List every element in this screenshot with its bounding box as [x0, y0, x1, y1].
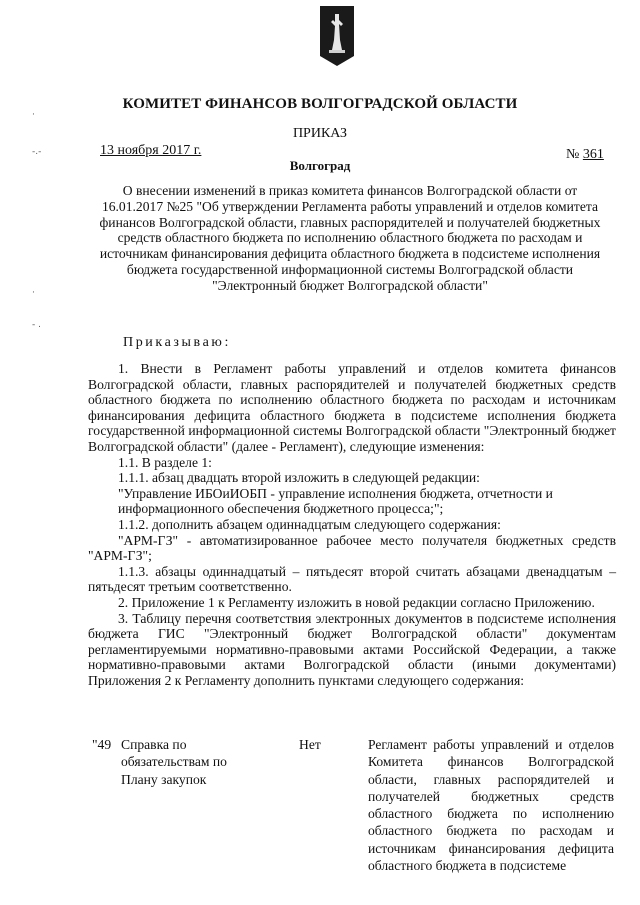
paragraph-2: 2. Приложение 1 к Регламенту изложить в новой редакции согласно Приложению. [118, 594, 595, 610]
margin-mark: · [32, 288, 35, 298]
paragraph-1: 1. Внести в Регламент работы управлений и отделов комитета финансов Волгоградской области, главных распорядителей и получателей бюджетных средств областного бюджета по исполнению областного бюджета по расходам и источникам финансирования дефицита областного бюджета в подсистеме исполнения бюджета государственной информационной системы Волгоградской области "Электронный бюджет Волгоградской области" (далее - Регламент), следующие изменения: [88, 361, 616, 454]
document-name-cell: Справка по обязательствам по Плану закупок [121, 737, 227, 787]
city: Волгоград [289, 158, 351, 173]
basis-cell: Регламент работы управлений и отделов Комитета финансов Волгоградской области, главных распорядителей и получателей бюджетных средств областного бюджета по исполнению областного бюджета по расходам и источникам финансирования дефицита областного бюджета в подсистеме [368, 737, 614, 874]
coat-of-arms-icon [320, 6, 354, 66]
paragraph-1-1-1: 1.1.1. абзац двадцать второй изложить в следующей редакции: [118, 470, 480, 486]
document-date: 13 ноября 2017 г. [100, 143, 202, 158]
organization-title: КОМИТЕТ ФИНАНСОВ ВОЛГОГРАДСКОЙ ОБЛАСТИ [122, 96, 518, 112]
paragraph-1-1-3: 1.1.3. абзацы одиннадцатый – пятьдесят второй считать абзацами двенадцатым – пятьдесят третьим соответственно. [88, 563, 616, 595]
quote-2: "АРМ-ГЗ" - автоматизированное рабочее место получателя бюджетных средств "АРМ-ГЗ"; [88, 532, 616, 564]
document-body [88, 361, 616, 688]
number-prefix: № [566, 147, 580, 162]
row-number: "49 [92, 737, 112, 752]
paragraph-1-1-2: 1.1.2. дополнить абзацем одиннадцатым следующего содержания: [118, 516, 501, 532]
flag-cell: Нет [299, 737, 321, 752]
margin-mark: · [32, 110, 35, 120]
document-subject: О внесении изменений в приказ комитета финансов Волгоградской области от 16.01.2017 №25 "Об утверждении Регламента работы управлений и отделов комитета финансов Волгоградской области, главных распорядителей и получателей бюджетных средств областного бюджета по исполнению областного бюджета по расходам и источникам финансирования дефицита областного бюджета в подсистеме исполнения бюджета государственной информационной системы Волгоградской области "Электронный бюджет Волгоградской области" [99, 183, 601, 293]
margin-mark: -.- [32, 147, 42, 157]
paragraph-1-1: 1.1. В разделе 1: [118, 454, 212, 470]
paragraph-3: 3. Таблицу перечня соответствия электронных документов в подсистеме исполнения бюджета ГИС "Электронный бюджет Волгоградской области" документам регламентируемыми нормативно-правовыми актами Российской Федерации, а также нормативно-правовыми актами Волгоградской области (иными документами) Приложения 2 к Регламенту дополнить пунктами следующего содержания: [88, 610, 616, 688]
margin-mark: - . [32, 320, 41, 330]
number-value: 361 [582, 147, 604, 162]
quote-1: "Управление ИБОиИОБП - управление исполнения бюджета, отчетности и информационного обеспечения бюджетного процесса;"; [118, 485, 553, 517]
order-word: Приказываю: [123, 335, 231, 350]
document-type: ПРИКАЗ [292, 126, 348, 141]
